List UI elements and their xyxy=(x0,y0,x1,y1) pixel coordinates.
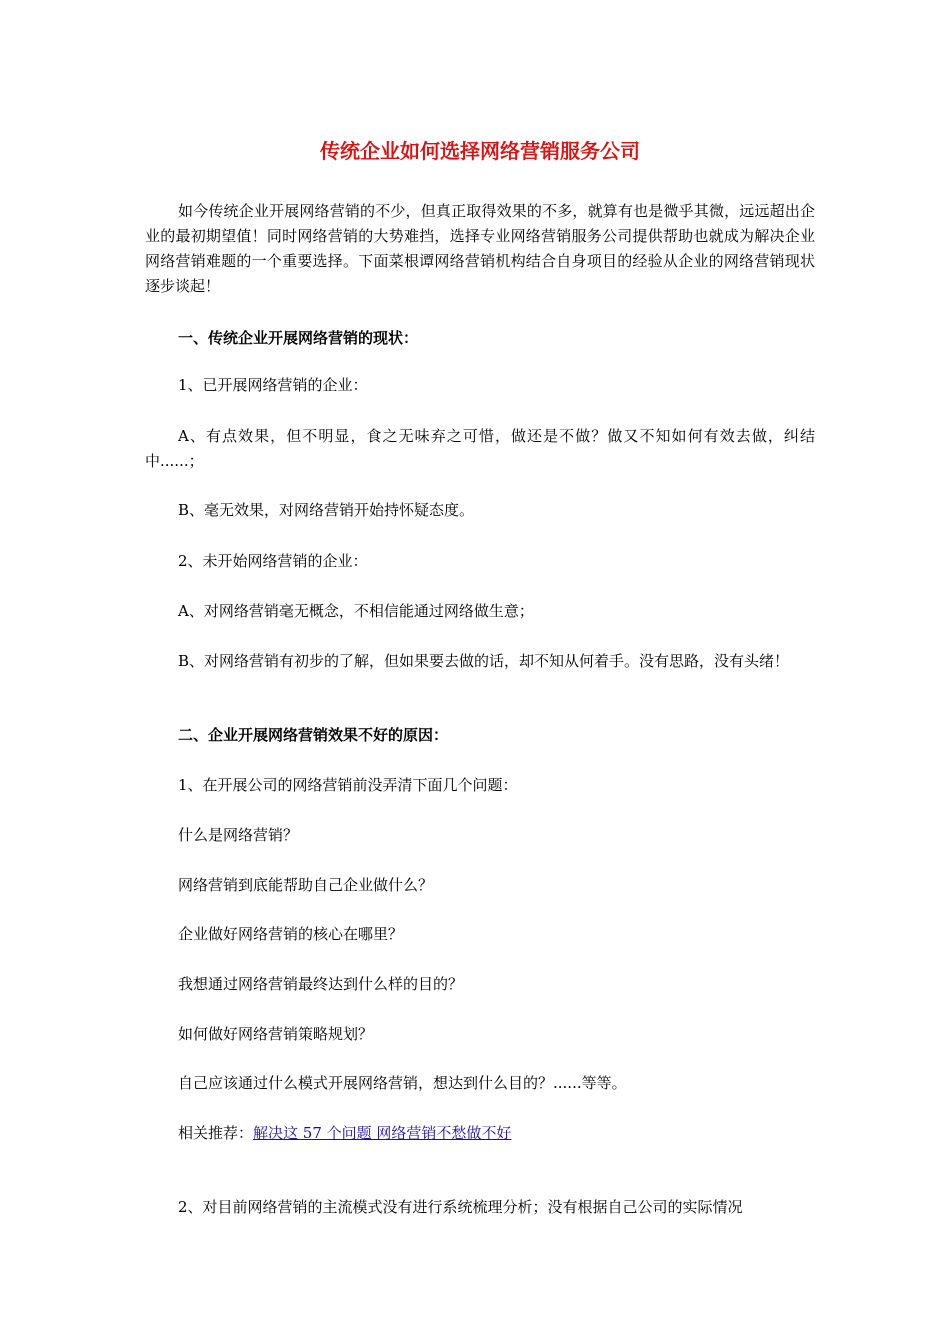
recommend-line xyxy=(145,1121,815,1146)
section2-item2: 2、对目前网络营销的主流模式没有进行系统梳理分析；没有根据自己公司的实际情况 xyxy=(178,1198,743,1216)
section1-item1b: B、毫无效果，对网络营销开始持怀疑态度。 xyxy=(178,501,475,519)
question-3: 企业做好网络营销的核心在哪里？ xyxy=(178,925,404,943)
intro-paragraph: 如今传统企业开展网络营销的不少，但真正取得效果的不多，就算有也是微乎其微，远远超出企业的最初期望值！同时网络营销的大势难挡，选择专业网络营销服务公司提供帮助也就成为解决企业网络营销难题的一个重要选择。下面菜根谭网络营销机构结合自身项目的经验从企业的网络营销现状逐步谈起！ xyxy=(145,202,815,295)
section1-item2: 2、未开始网络营销的企业： xyxy=(178,552,368,570)
document-title: 传统企业如何选择网络营销服务公司 xyxy=(320,139,640,163)
question-6: 自己应该通过什么模式开展网络营销，想达到什么目的？......等等。 xyxy=(178,1074,627,1092)
question-1: 什么是网络营销？ xyxy=(178,826,299,844)
section1-heading: 一、传统企业开展网络营销的现状： xyxy=(178,329,419,347)
section1-item1: 1、已开展网络营销的企业： xyxy=(178,376,368,394)
recommend-link[interactable]: 解决这 57 个问题 网络营销不愁做不好 xyxy=(253,1124,512,1142)
question-4: 我想通过网络营销最终达到什么样的目的？ xyxy=(178,975,464,993)
section1-item2a: A、对网络营销毫无概念，不相信能通过网络做生意； xyxy=(178,602,534,620)
section2-heading: 二、企业开展网络营销效果不好的原因： xyxy=(178,726,449,744)
question-2: 网络营销到底能帮助自己企业做什么？ xyxy=(178,876,434,894)
section1-item2b: B、对网络营销有初步的了解，但如果要去做的话，却不知从何着手。没有思路，没有头绪！ xyxy=(178,652,790,670)
question-5: 如何做好网络营销策略规划？ xyxy=(178,1025,374,1043)
section2-item1: 1、在开展公司的网络营销前没弄清下面几个问题： xyxy=(178,776,518,794)
recommend-label: 相关推荐： xyxy=(178,1124,254,1142)
document-page xyxy=(145,0,815,1344)
section1-item1a: A、有点效果，但不明显，食之无味弃之可惜，做还是不做？做又不知如何有效去做，纠结中......； xyxy=(145,427,815,470)
